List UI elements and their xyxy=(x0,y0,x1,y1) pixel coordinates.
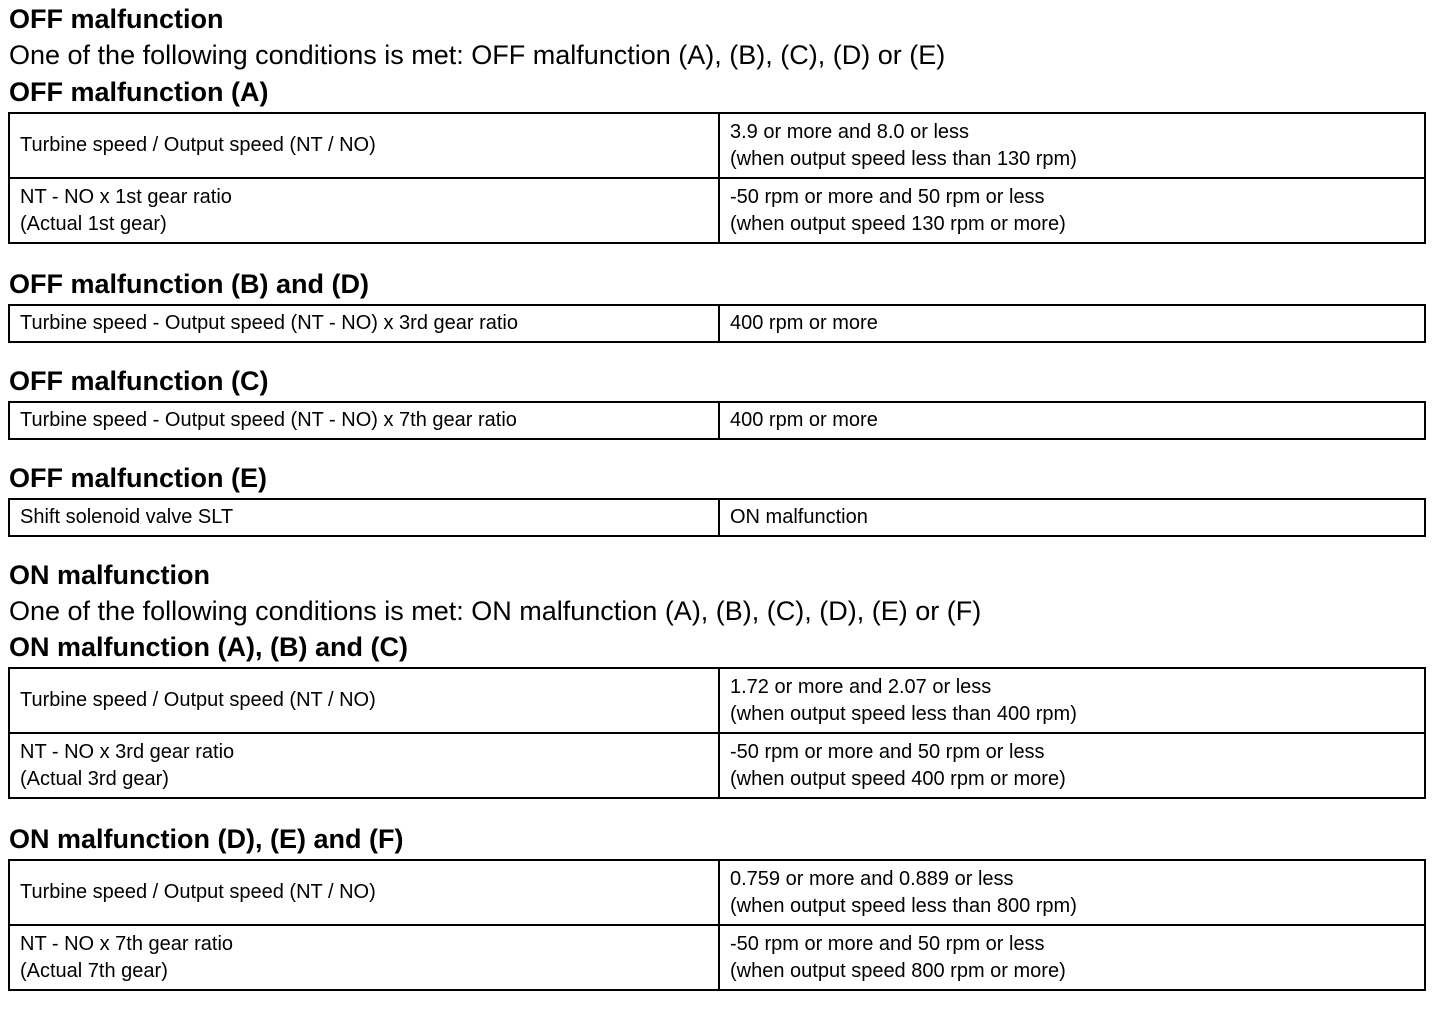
table-row xyxy=(9,402,1425,439)
off-malfunction-a-heading: OFF malfunction (A) xyxy=(9,77,269,107)
threshold-cell: -50 rpm or more and 50 rpm or less (when output speed 130 rpm or more) xyxy=(719,178,1425,243)
threshold-cell: -50 rpm or more and 50 rpm or less (when output speed 400 rpm or more) xyxy=(719,733,1425,798)
on-malfunction-condition: One of the following conditions is met: ON malfunction (A), (B), (C), (D), (E) or (F) xyxy=(9,596,982,626)
on-malfunction-abc-heading: ON malfunction (A), (B) and (C) xyxy=(9,632,408,662)
threshold-cell: 3.9 or more and 8.0 or less (when output speed less than 130 rpm) xyxy=(719,113,1425,178)
parameter-cell: NT - NO x 3rd gear ratio (Actual 3rd gear) xyxy=(9,733,719,798)
off-malfunction-e-heading: OFF malfunction (E) xyxy=(9,463,267,493)
off-malfunction-bd-heading: OFF malfunction (B) and (D) xyxy=(9,269,369,299)
table-row xyxy=(9,178,1425,243)
parameter-cell: Turbine speed / Output speed (NT / NO) xyxy=(9,668,719,733)
table-row xyxy=(9,499,1425,536)
table-row xyxy=(9,113,1425,178)
table-row xyxy=(9,733,1425,798)
off-malfunction-e-table xyxy=(8,498,1426,537)
threshold-cell: 1.72 or more and 2.07 or less (when output speed less than 400 rpm) xyxy=(719,668,1425,733)
parameter-cell: Turbine speed / Output speed (NT / NO) xyxy=(9,860,719,925)
threshold-cell: ON malfunction xyxy=(719,499,1425,536)
on-malfunction-abc-table xyxy=(8,667,1426,799)
parameter-cell: NT - NO x 7th gear ratio (Actual 7th gear) xyxy=(9,925,719,990)
on-malfunction-def-table xyxy=(8,859,1426,991)
off-malfunction-c-table xyxy=(8,401,1426,440)
off-malfunction-c-heading: OFF malfunction (C) xyxy=(9,366,269,396)
table-row xyxy=(9,925,1425,990)
parameter-cell: Shift solenoid valve SLT xyxy=(9,499,719,536)
parameter-cell: NT - NO x 1st gear ratio (Actual 1st gear) xyxy=(9,178,719,243)
threshold-cell: -50 rpm or more and 50 rpm or less (when output speed 800 rpm or more) xyxy=(719,925,1425,990)
parameter-cell: Turbine speed / Output speed (NT / NO) xyxy=(9,113,719,178)
threshold-cell: 400 rpm or more xyxy=(719,402,1425,439)
off-malfunction-bd-table xyxy=(8,304,1426,343)
off-malfunction-heading: OFF malfunction xyxy=(9,4,224,34)
on-malfunction-heading: ON malfunction xyxy=(9,560,210,590)
parameter-cell: Turbine speed - Output speed (NT - NO) x 3rd gear ratio xyxy=(9,305,719,342)
threshold-cell: 400 rpm or more xyxy=(719,305,1425,342)
table-row xyxy=(9,305,1425,342)
table-row xyxy=(9,668,1425,733)
off-malfunction-a-table xyxy=(8,112,1426,244)
off-malfunction-condition: One of the following conditions is met: OFF malfunction (A), (B), (C), (D) or (E) xyxy=(9,40,946,70)
threshold-cell: 0.759 or more and 0.889 or less (when output speed less than 800 rpm) xyxy=(719,860,1425,925)
parameter-cell: Turbine speed - Output speed (NT - NO) x 7th gear ratio xyxy=(9,402,719,439)
table-row xyxy=(9,860,1425,925)
on-malfunction-def-heading: ON malfunction (D), (E) and (F) xyxy=(9,824,404,854)
